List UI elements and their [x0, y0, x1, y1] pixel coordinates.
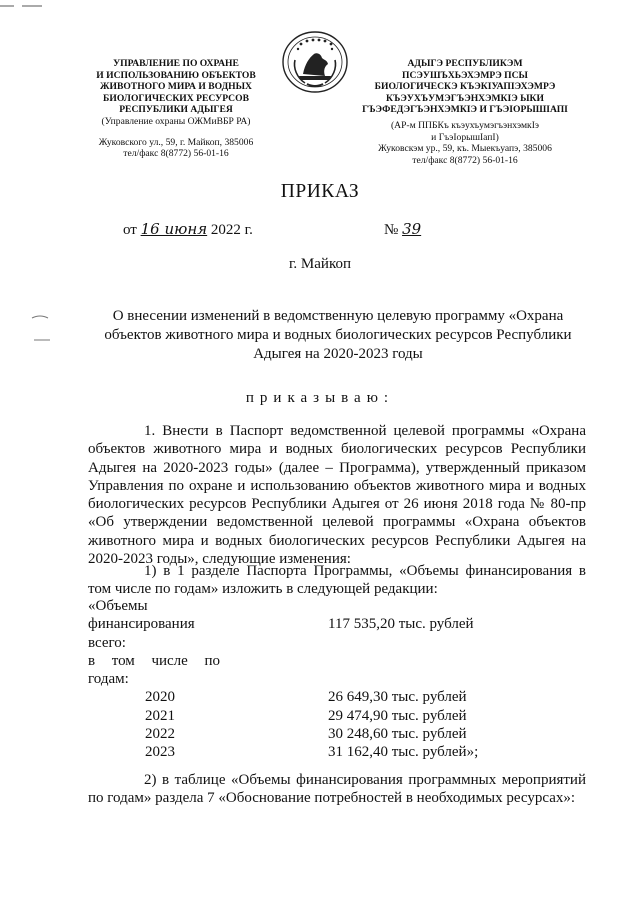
city: г. Майкоп [288, 256, 352, 272]
scan-artifact [28, 308, 58, 348]
paragraph-2-text: 1) в 1 разделе Паспорта Программы, «Объемы финансирования в том числе по годам» изложить в следующей редакции: [88, 563, 586, 598]
header-right-line: ГЪЭФЕДЭГЪЭНХЭМКIЭ И ГЪЭIОРЫШIАПI [362, 104, 568, 116]
header-right-line: АДЫГЭ РЕСПУБЛИКЭМ [407, 58, 523, 69]
header-right-short: и ГъэIорышIапI) [431, 131, 499, 143]
year-label: 2021 [145, 707, 175, 724]
funding-label: всего: [88, 634, 126, 651]
word: том [111, 652, 135, 669]
scan-artifact [0, 0, 60, 12]
header-left-line: БИОЛОГИЧЕСКИХ РЕСУРСОВ [103, 92, 249, 104]
paragraph-1-text: 1. Внести в Паспорт ведомственной целевой программы «Охрана объектов животного мира и водных биологических ресурсов Республики Адыгея на 2020-2023 годы» (далее – Программа), утвержденный приказом Управления по охране и использованию объектов животного мира и водных биологических ресурсов Республики Адыгея от 26 июня 2018 года № 80-пр «Об утверждении ведомственной целевой программы «Охрана объектов животного мира и водных биологических ресурсов Республики Адыгея на 2020-2023 годы», следующие изменения: [88, 423, 586, 568]
year-amount: 29 474,90 тыс. рублей [328, 707, 467, 724]
date-suffix: 2022 г. [210, 222, 253, 238]
funding-label: «Объемы [88, 598, 148, 614]
subject: О внесении изменений в ведомственную целевую программу «Охрана объектов животного мира и водных биологических ресурсов Республики Адыгея на 2020-2023 годы [104, 308, 572, 362]
word: по [204, 652, 220, 669]
by-years-label [88, 652, 220, 670]
header-right-short: (АР-м ППБКъ къэухъумэгъэнхэмкIэ [390, 119, 540, 131]
funding-label: финансирования [88, 616, 195, 633]
number-line [384, 220, 421, 239]
document-title: ПРИКАЗ [280, 181, 360, 202]
header-right-line: ПСЭУШЪХЬЭХЭМРЭ ПСЫ [402, 69, 528, 81]
header-left-line: И ИСПОЛЬЗОВАНИЮ ОБЪЕКТОВ [96, 69, 256, 81]
paragraph-3-text: 2) в таблице «Объемы финансирования программных мероприятий по годам» раздела 7 «Обоснование потребностей в необходимых ресурсах»: [88, 772, 586, 807]
header-right-address: Жуковскэм ур., 59, къ. Мыекъуапэ, 385006 [378, 143, 552, 155]
year-label: 2020 [145, 689, 175, 706]
header-left-line: УПРАВЛЕНИЕ ПО ОХРАНЕ [113, 58, 239, 69]
year-amount: 31 162,40 тыс. рублей»; [328, 744, 479, 761]
date-prefix: от [123, 222, 137, 238]
year-label: 2022 [145, 726, 175, 743]
year-amount: 26 649,30 тыс. рублей [328, 689, 467, 706]
header-right-line: КЪЭУХЪУМЭГЪЭНХЭМКIЭ ЫКИ [386, 92, 544, 104]
paragraph-2 [88, 562, 586, 599]
header-left-line: РЕСПУБЛИКИ АДЫГЕЯ [119, 104, 233, 116]
date-handwritten: 16 июня [140, 220, 208, 238]
paragraph-1 [88, 422, 586, 568]
header-right-phone: тел/факс 8(8772) 56-01-16 [412, 154, 518, 166]
paragraph-3 [88, 771, 586, 808]
funding-total: 117 535,20 тыс. рублей [328, 616, 474, 633]
header-right [350, 58, 580, 166]
coat-of-arms-icon [281, 30, 349, 94]
by-years-end: годам: [88, 671, 129, 688]
header-left-phone: тел/факс 8(8772) 56-01-16 [123, 148, 229, 160]
word: в [88, 652, 96, 669]
header-left [72, 58, 280, 160]
header-right-line: БИОЛОГИЧЕСКЭ КЪЭКIУАПIЭХЭМРЭ [374, 81, 556, 93]
date-line [123, 220, 253, 239]
year-amount: 30 248,60 тыс. рублей [328, 726, 467, 743]
header-left-line: ЖИВОТНОГО МИРА И ВОДНЫХ [100, 81, 252, 93]
number-prefix: № [384, 222, 399, 238]
word: числе [151, 652, 188, 669]
number-handwritten: 39 [402, 220, 422, 238]
header-left-address: Жуковского ул., 59, г. Майкоп, 385006 [98, 136, 254, 148]
header-left-short: (Управление охраны ОЖМиВБР РА) [101, 115, 251, 127]
funding-table [88, 597, 588, 762]
order-word: приказываю: [245, 390, 395, 406]
year-label: 2023 [145, 744, 175, 761]
